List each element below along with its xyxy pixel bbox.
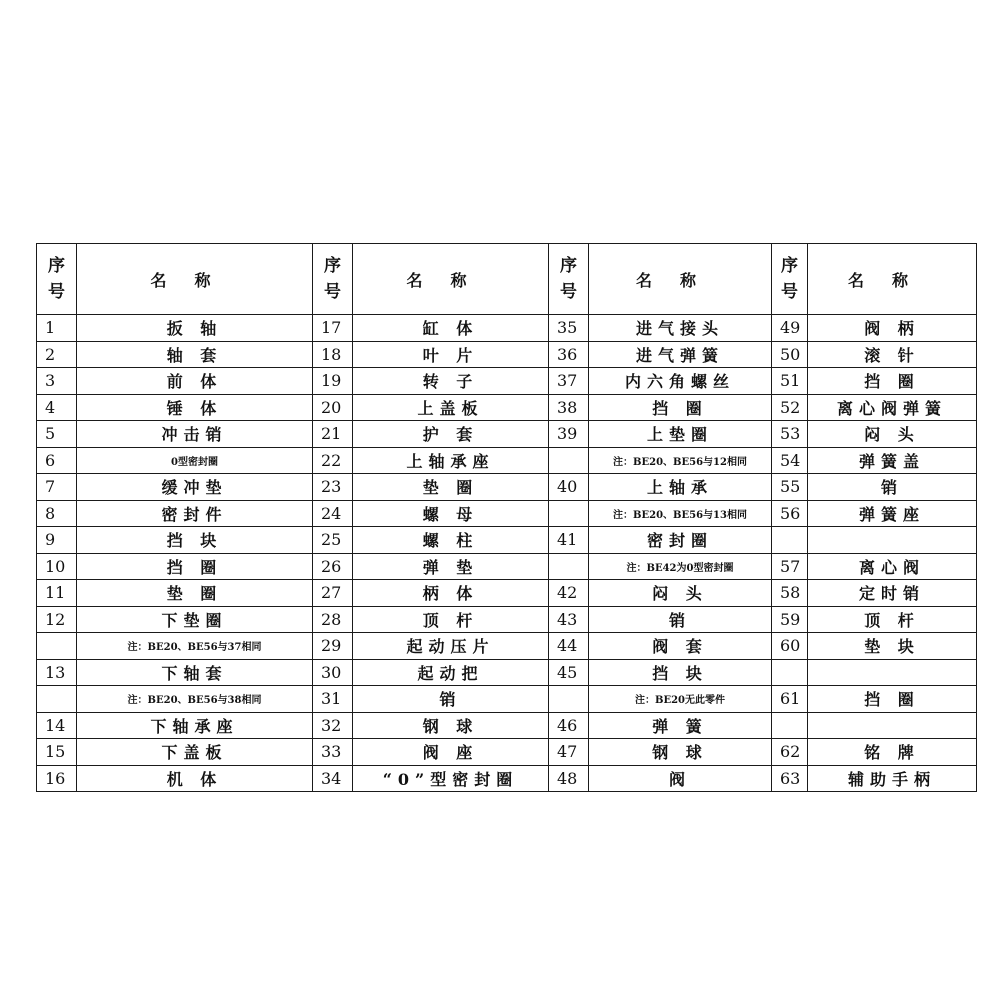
part-name-cell: 销 [808,474,977,501]
part-name-cell: 弹 簧 [589,712,772,739]
part-name-cell: 辅助手柄 [808,765,977,792]
part-name-cell: 缸 体 [353,315,549,342]
header-num-bottom: 号 [324,282,341,302]
part-number-cell: 61 [772,686,808,713]
part-number-cell: 24 [313,500,353,527]
part-name-cell: 前 体 [77,368,313,395]
part-number-cell: 7 [37,474,77,501]
part-name-cell: 挡 圈 [77,553,313,580]
header-name-cell: 名称 [808,244,977,315]
part-number-cell [549,447,589,474]
part-name-cell: 弹 垫 [353,553,549,580]
part-number-cell: 13 [37,659,77,686]
part-name-cell: 起动把 [353,659,549,686]
part-name-cell: 滚 针 [808,341,977,368]
header-row [37,244,977,315]
part-name-cell: 下垫圈 [77,606,313,633]
part-name-cell: 离心阀 [808,553,977,580]
part-number-cell: 53 [772,421,808,448]
part-number-cell: 22 [313,447,353,474]
part-name-cell: 锤 体 [77,394,313,421]
table-row [37,474,977,501]
note-cell: 0型密封圈 [77,447,313,474]
note-cell: 注：BE20、BE56与12相同 [589,447,772,474]
part-number-cell: 25 [313,527,353,554]
part-number-cell: 4 [37,394,77,421]
part-name-cell: 阀 座 [353,739,549,766]
part-name-cell: 顶 杆 [353,606,549,633]
part-number-cell: 6 [37,447,77,474]
note-cell: 注：BE20无此零件 [589,686,772,713]
part-number-cell: 57 [772,553,808,580]
part-number-cell: 31 [313,686,353,713]
part-number-cell [549,553,589,580]
part-name-cell: 闷 头 [589,580,772,607]
table-row [37,686,977,713]
part-number-cell: 36 [549,341,589,368]
part-name-cell: 挡 块 [589,659,772,686]
part-number-cell: 51 [772,368,808,395]
table-row [37,500,977,527]
part-name-cell: 护 套 [353,421,549,448]
part-number-cell [549,500,589,527]
part-number-cell: 45 [549,659,589,686]
part-name-cell: 柄 体 [353,580,549,607]
table-row [37,765,977,792]
part-name-cell: 阀 [589,765,772,792]
part-name-cell: 弹簧盖 [808,447,977,474]
part-name-cell: 进气接头 [589,315,772,342]
part-number-cell: 38 [549,394,589,421]
header-name-cell: 名称 [77,244,313,315]
part-number-cell: 3 [37,368,77,395]
part-number-cell: 41 [549,527,589,554]
table-row [37,553,977,580]
part-number-cell: 23 [313,474,353,501]
note-cell: 注：BE42为0型密封圈 [589,553,772,580]
part-number-cell: 35 [549,315,589,342]
part-name-cell: 铭 牌 [808,739,977,766]
part-number-cell: 33 [313,739,353,766]
part-name-cell: 销 [589,606,772,633]
part-name-cell: 挡 块 [77,527,313,554]
part-number-cell: 60 [772,633,808,660]
part-name-cell [808,659,977,686]
part-number-cell [772,659,808,686]
part-name-cell: 垫 块 [808,633,977,660]
part-name-cell: 垫 圈 [77,580,313,607]
header-num-bottom: 号 [48,282,65,302]
part-name-cell: 下盖板 [77,739,313,766]
part-name-cell: 缓冲垫 [77,474,313,501]
table-row [37,633,977,660]
part-number-cell: 59 [772,606,808,633]
header-name-cell: 名称 [589,244,772,315]
part-name-cell: 下轴套 [77,659,313,686]
part-number-cell: 39 [549,421,589,448]
part-number-cell: 16 [37,765,77,792]
part-name-cell: 冲击销 [77,421,313,448]
part-number-cell: 5 [37,421,77,448]
part-number-cell: 26 [313,553,353,580]
table-body [37,244,977,792]
header-num-cell [37,244,77,315]
part-name-cell: 销 [353,686,549,713]
part-number-cell: 42 [549,580,589,607]
part-number-cell: 18 [313,341,353,368]
part-name-cell: 机 体 [77,765,313,792]
part-number-cell: 27 [313,580,353,607]
part-name-cell: 上垫圈 [589,421,772,448]
part-name-cell: 转 子 [353,368,549,395]
part-number-cell: 62 [772,739,808,766]
part-name-cell: “0”型密封圈 [353,765,549,792]
part-name-cell: 上轴承座 [353,447,549,474]
part-name-cell: 扳 轴 [77,315,313,342]
note-cell: 注：BE20、BE56与13相同 [589,500,772,527]
part-name-cell: 垫 圈 [353,474,549,501]
part-name-cell [808,712,977,739]
part-number-cell: 8 [37,500,77,527]
part-name-cell: 轴 套 [77,341,313,368]
part-name-cell: 闷 头 [808,421,977,448]
header-num-bottom: 号 [560,282,577,302]
table-row [37,368,977,395]
table-row [37,739,977,766]
part-number-cell: 55 [772,474,808,501]
part-number-cell: 19 [313,368,353,395]
header-num-cell [313,244,353,315]
part-name-cell: 上盖板 [353,394,549,421]
table-row [37,659,977,686]
part-name-cell: 上轴承 [589,474,772,501]
table-row [37,447,977,474]
part-number-cell: 10 [37,553,77,580]
part-name-cell: 起动压片 [353,633,549,660]
part-name-cell: 阀 柄 [808,315,977,342]
table-row [37,421,977,448]
table-row [37,527,977,554]
part-name-cell: 下轴承座 [77,712,313,739]
table-row [37,606,977,633]
part-number-cell: 56 [772,500,808,527]
header-num-cell [549,244,589,315]
part-number-cell: 17 [313,315,353,342]
part-number-cell: 34 [313,765,353,792]
part-name-cell: 螺 母 [353,500,549,527]
part-number-cell: 15 [37,739,77,766]
part-number-cell [772,527,808,554]
part-name-cell: 阀 套 [589,633,772,660]
part-number-cell: 12 [37,606,77,633]
part-name-cell: 钢 球 [589,739,772,766]
part-number-cell: 54 [772,447,808,474]
part-name-cell: 定时销 [808,580,977,607]
part-number-cell: 40 [549,474,589,501]
part-name-cell: 离心阀弹簧 [808,394,977,421]
table-row [37,315,977,342]
part-number-cell: 32 [313,712,353,739]
part-number-cell: 9 [37,527,77,554]
header-num-bottom: 号 [781,282,798,302]
part-name-cell: 弹簧座 [808,500,977,527]
part-number-cell: 52 [772,394,808,421]
part-number-cell: 30 [313,659,353,686]
part-number-cell: 29 [313,633,353,660]
part-number-cell: 58 [772,580,808,607]
header-name-cell: 名称 [353,244,549,315]
part-number-cell: 2 [37,341,77,368]
part-number-cell [549,686,589,713]
part-name-cell [808,527,977,554]
part-name-cell: 顶 杆 [808,606,977,633]
header-num-top: 序 [324,256,341,276]
part-name-cell: 螺 柱 [353,527,549,554]
part-name-cell: 内六角螺丝 [589,368,772,395]
part-number-cell: 43 [549,606,589,633]
part-number-cell [772,712,808,739]
note-cell: 注：BE20、BE56与38相同 [77,686,313,713]
part-name-cell: 钢 球 [353,712,549,739]
table-row [37,341,977,368]
part-number-cell: 14 [37,712,77,739]
part-number-cell: 44 [549,633,589,660]
part-name-cell: 挡 圈 [589,394,772,421]
part-number-cell: 47 [549,739,589,766]
part-name-cell: 叶 片 [353,341,549,368]
table-row [37,394,977,421]
part-number-cell: 20 [313,394,353,421]
part-name-cell: 密封圈 [589,527,772,554]
part-name-cell: 进气弹簧 [589,341,772,368]
part-number-cell: 49 [772,315,808,342]
header-num-top: 序 [781,256,798,276]
header-num-cell [772,244,808,315]
part-name-cell: 密封件 [77,500,313,527]
header-num-top: 序 [560,256,577,276]
part-name-cell: 挡 圈 [808,686,977,713]
part-number-cell: 21 [313,421,353,448]
part-number-cell [37,633,77,660]
header-num-top: 序 [48,256,65,276]
table-row [37,580,977,607]
part-number-cell [37,686,77,713]
part-number-cell: 11 [37,580,77,607]
part-number-cell: 50 [772,341,808,368]
note-cell: 注：BE20、BE56与37相同 [77,633,313,660]
part-number-cell: 63 [772,765,808,792]
part-number-cell: 37 [549,368,589,395]
parts-table [36,243,977,792]
part-number-cell: 1 [37,315,77,342]
part-number-cell: 46 [549,712,589,739]
part-number-cell: 28 [313,606,353,633]
part-name-cell: 挡 圈 [808,368,977,395]
part-number-cell: 48 [549,765,589,792]
table-row [37,712,977,739]
